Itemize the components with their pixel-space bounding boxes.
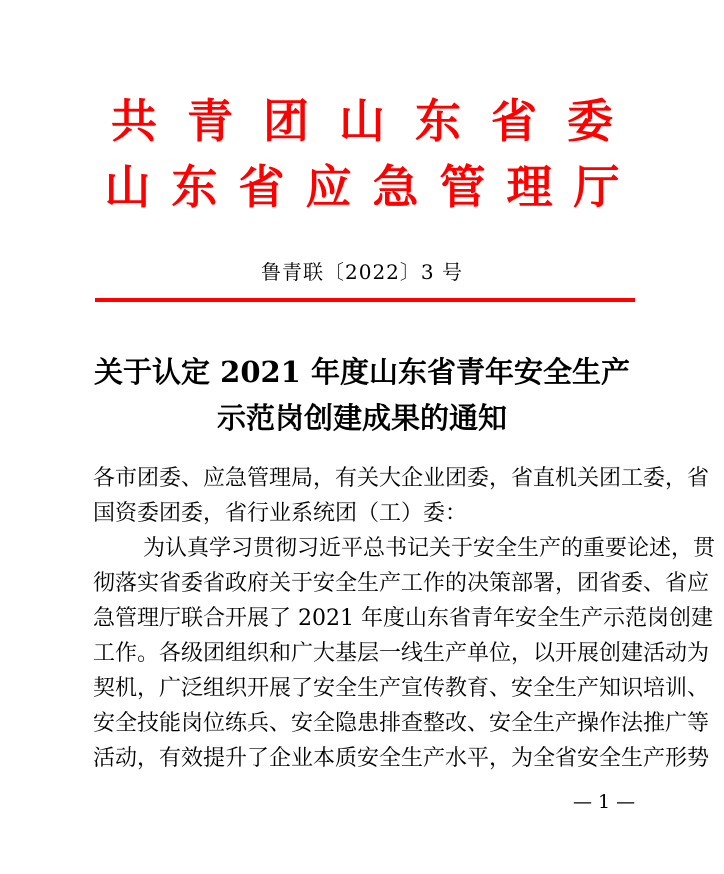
salutation-line: 国资委团委，省行业系统团（工）委： bbox=[93, 501, 468, 526]
body-line: 为认真学习贯彻习近平总书记关于安全生产的重要论述，贯 bbox=[143, 536, 716, 561]
document-title bbox=[0, 349, 724, 441]
body-line: 安全技能岗位练兵、安全隐患排查整改、安全生产操作法推广等 bbox=[93, 711, 710, 736]
body-line: 活动，有效提升了企业本质安全生产水平，为全省安全生产形势 bbox=[93, 746, 710, 771]
body-line: 彻落实省委省政府关于安全生产工作的决策部署，团省委、省应 bbox=[93, 571, 710, 596]
salutation-line: 各市团委、应急管理局，有关大企业团委，省直机关团工委，省 bbox=[93, 466, 710, 491]
body-line: 工作。各级团组织和广大基层一线生产单位，以开展创建活动为 bbox=[93, 641, 710, 666]
title-line-2: 示范岗创建成果的通知 bbox=[216, 401, 507, 435]
body-line: 契机，广泛组织开展了安全生产宣传教育、安全生产知识培训、 bbox=[93, 676, 710, 701]
page-number: — 1 — bbox=[573, 791, 636, 813]
doc-number: 鲁青联〔2022〕3 号 bbox=[261, 260, 463, 284]
body-line: 急管理厅联合开展了 2021 年度山东省青年安全生产示范岗创建 bbox=[93, 606, 713, 631]
title-line-1: 关于认定 2021 年度山东省青年安全生产 bbox=[94, 355, 630, 389]
letterhead-line-2: 山东省应急管理厅 bbox=[104, 160, 641, 214]
letterhead bbox=[0, 94, 724, 214]
red-separator-line bbox=[95, 298, 635, 302]
letterhead-line-1: 共青团山东省委 bbox=[111, 94, 643, 148]
body-text bbox=[93, 461, 716, 776]
